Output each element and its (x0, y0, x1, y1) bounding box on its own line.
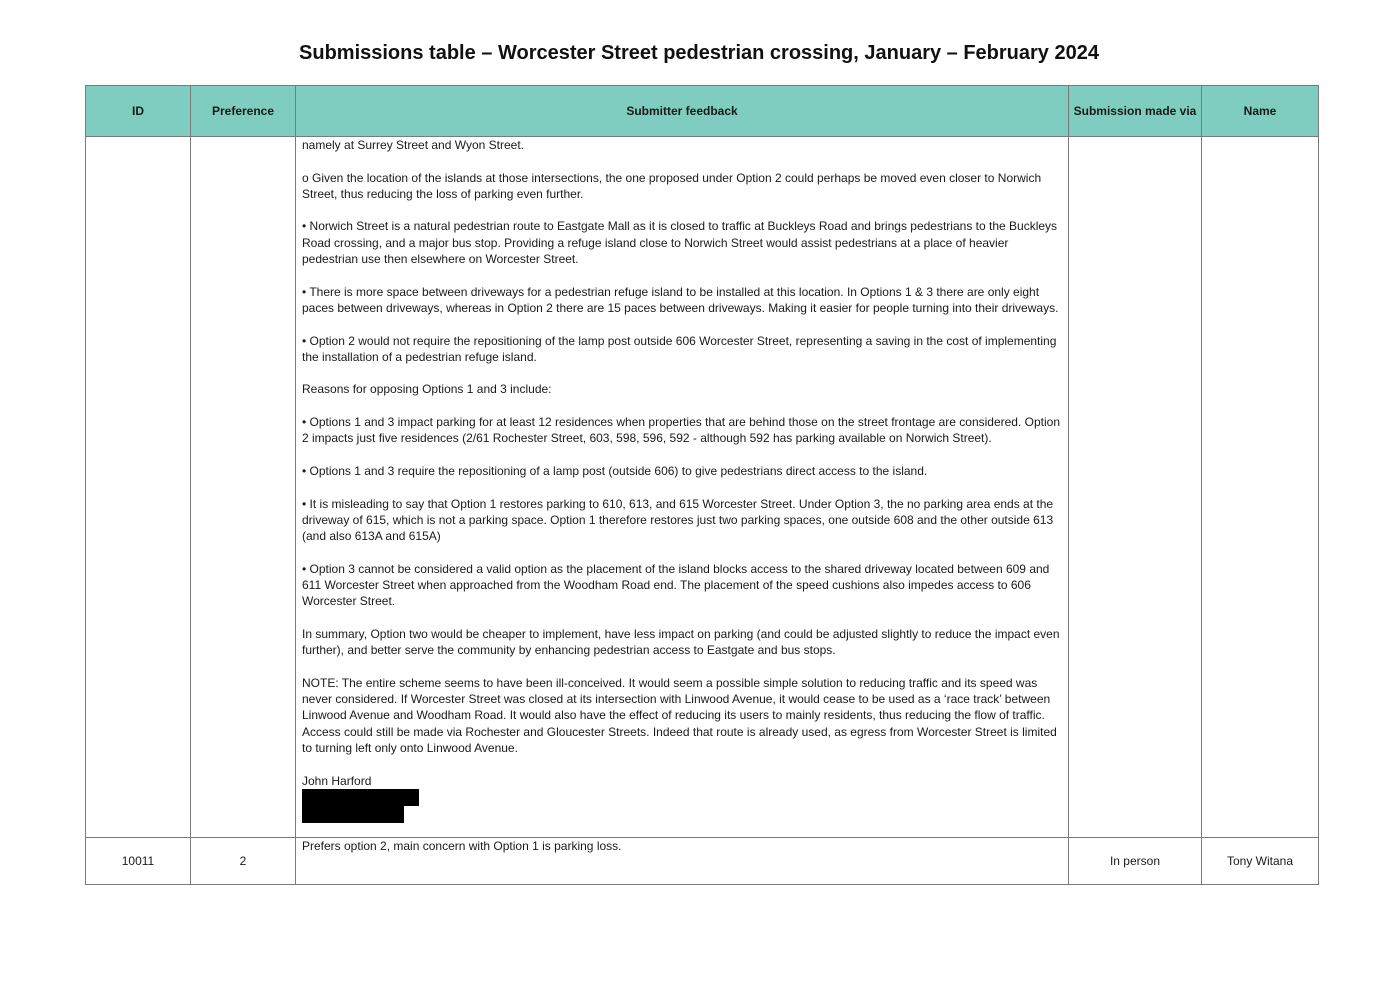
feedback-paragraph: • Options 1 and 3 impact parking for at least 12 residences when properties that are behind those on the street frontage are considered. Option 2 impacts just five residences (2/61 Rochester Street, 603, 598, 596, 592 - although 592 has parking available on Norwich Street). (302, 415, 1060, 446)
feedback-paragraph: • Options 1 and 3 require the repositioning of a lamp post (outside 606) to give pedestrians direct access to the island. (302, 463, 928, 478)
table-row (86, 137, 1319, 838)
cell-feedback (296, 137, 1069, 838)
redaction-block (302, 806, 404, 823)
submissions-table (85, 85, 1319, 885)
cell-id: 10011 (86, 838, 191, 885)
cell-name (1202, 137, 1319, 838)
feedback-paragraph: o Given the location of the islands at those intersections, the one proposed under Option 2 could perhaps be moved even closer to Norwich Street, thus reducing the loss of parking even further. (302, 170, 1042, 201)
cell-submission-via: In person (1069, 838, 1202, 885)
feedback-paragraph: • Option 3 cannot be considered a valid option as the placement of the island blocks access to the shared driveway located between 609 and 611 Worcester Street when approached from the Woodham Road end. The placement of the speed cushions also impedes access to 606 Worcester Street. (302, 561, 1050, 609)
cell-feedback: Prefers option 2, main concern with Option 1 is parking loss. (296, 838, 1069, 885)
header-id: ID (86, 86, 191, 137)
feedback-paragraph: NOTE: The entire scheme seems to have been ill-conceived. It would seem a possible simple solution to reducing traffic and its speed was never considered. If Worcester Street was closed at its intersection with Linwood Avenue, it would cease to be used as a ‘race track’ between Linwood Avenue and Woodham Road. It would also have the effect of reducing its users to mainly residents, thus reducing the flow of traffic. Access could still be made via Rochester and Gloucester Streets. Indeed that route is already used, as egress from Worcester Street is limited to turning left only onto Linwood Avenue. (302, 675, 1057, 755)
table-header-row (86, 86, 1319, 137)
cell-preference: 2 (191, 838, 296, 885)
signature-name: John Harford (302, 773, 372, 788)
feedback-paragraph: • It is misleading to say that Option 1 restores parking to 610, 613, and 615 Worcester Street. Under Option 3, the no parking area ends at the driveway of 615, which is not a parking space. Option 1 therefore restores just two parking spaces, one outside 608 and the other outside 613 (and also 613A and 615A) (302, 496, 1054, 544)
page-title: Submissions table – Worcester Street pedestrian crossing, January – February 2024 (299, 42, 1099, 64)
cell-id (86, 137, 191, 838)
feedback-paragraph: Reasons for opposing Options 1 and 3 include: (302, 382, 552, 397)
feedback-paragraph: • There is more space between driveways for a pedestrian refuge island to be installed at this location. In Options 1 & 3 there are only eight paces between driveways, whereas in Option 2 there are 15 paces between driveways. Making it easier for people turning into their driveways. (302, 284, 1059, 315)
table-row (86, 838, 1319, 885)
redaction-block (302, 789, 419, 806)
feedback-paragraph: In summary, Option two would be cheaper to implement, have less impact on parking (and could be adjusted slightly to reduce the impact even further), and better serve the community by enhancing pedestrian access to Eastgate and bus stops. (302, 626, 1060, 658)
feedback-paragraph: namely at Surrey Street and Wyon Street. (302, 138, 524, 152)
cell-preference (191, 137, 296, 838)
cell-name: Tony Witana (1202, 838, 1319, 885)
feedback-paragraph: • Option 2 would not require the repositioning of the lamp post outside 606 Worcester Street, representing a saving in the cost of implementing the installation of a pedestrian refuge island. (302, 333, 1057, 364)
cell-submission-via (1069, 137, 1202, 838)
header-name: Name (1202, 86, 1319, 137)
header-submission-via: Submission made via (1069, 86, 1202, 137)
header-preference: Preference (191, 86, 296, 137)
feedback-paragraph: • Norwich Street is a natural pedestrian route to Eastgate Mall as it is closed to traffic at Buckleys Road and brings pedestrians to the Buckleys Road crossing, and a major bus stop. Providing a refuge island close to Norwich Street would assist pedestrians at a place of heavier pedestrian use then elsewhere on Worcester Street. (302, 219, 1058, 267)
header-feedback: Submitter feedback (296, 86, 1069, 137)
